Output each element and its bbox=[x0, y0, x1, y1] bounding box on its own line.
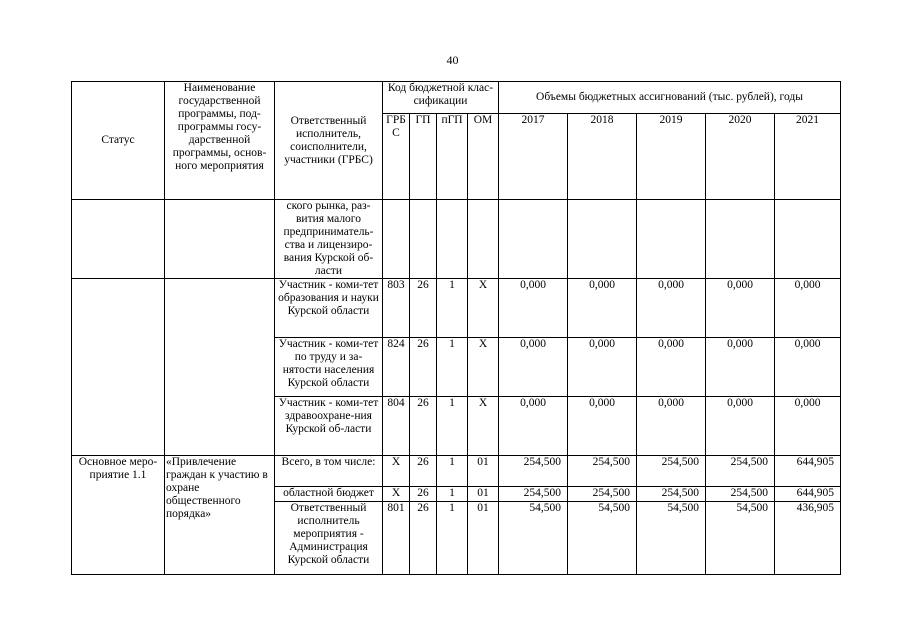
header-responsible: Ответственный исполнитель, соисполнители, участники (ГРБС) bbox=[275, 82, 383, 200]
value-2019: 0,000 bbox=[637, 397, 706, 456]
om-cell: 01 bbox=[468, 487, 499, 502]
header-volumes: Объемы бюджетных ассигнований (тыс. рублей), годы bbox=[499, 82, 841, 114]
responsible-cell: областной бюджет bbox=[275, 487, 383, 502]
header-year-2020: 2020 bbox=[706, 114, 775, 200]
pgp-cell: 1 bbox=[437, 502, 468, 575]
responsible-cell: Ответственный исполнитель мероприятия - Администрация Курской области bbox=[275, 502, 383, 575]
responsible-cell: Участник - коми-тет здравоохране-ния Курской об-ласти bbox=[275, 397, 383, 456]
responsible-cell: Участник - коми-тет образования и науки Курской области bbox=[275, 279, 383, 338]
value-2018: 0,000 bbox=[568, 338, 637, 397]
value-2021: 436,905 bbox=[775, 502, 841, 575]
gp-cell bbox=[410, 200, 437, 279]
value-2020: 0,000 bbox=[706, 397, 775, 456]
value-2020: 0,000 bbox=[706, 338, 775, 397]
header-name: Наименование государственной программы, под-программы госу-дарственной программы, основ-ного мероприятия bbox=[165, 82, 275, 200]
gp-cell: 26 bbox=[410, 397, 437, 456]
value-2017: 254,500 bbox=[499, 487, 568, 502]
value-2017: 54,500 bbox=[499, 502, 568, 575]
om-cell: 01 bbox=[468, 502, 499, 575]
om-cell: Х bbox=[468, 279, 499, 338]
value-2019: 54,500 bbox=[637, 502, 706, 575]
value-2020 bbox=[706, 200, 775, 279]
table-row bbox=[72, 456, 841, 487]
value-2020: 0,000 bbox=[706, 279, 775, 338]
value-2018: 54,500 bbox=[568, 502, 637, 575]
value-2019: 254,500 bbox=[637, 487, 706, 502]
header-pgp: пГП bbox=[437, 114, 468, 200]
gp-cell: 26 bbox=[410, 502, 437, 575]
value-2017: 0,000 bbox=[499, 397, 568, 456]
value-2021: 644,905 bbox=[775, 456, 841, 487]
measure-name: «Привлечение граждан к участию в охране общественного порядка» bbox=[165, 456, 275, 575]
value-2019: 0,000 bbox=[637, 338, 706, 397]
value-2017 bbox=[499, 200, 568, 279]
value-2017: 0,000 bbox=[499, 338, 568, 397]
value-2017: 0,000 bbox=[499, 279, 568, 338]
grbs-cell: Х bbox=[383, 456, 410, 487]
value-2021: 0,000 bbox=[775, 338, 841, 397]
grbs-cell: 803 bbox=[383, 279, 410, 338]
om-cell: Х bbox=[468, 397, 499, 456]
gp-cell: 26 bbox=[410, 456, 437, 487]
name-cell bbox=[165, 279, 275, 456]
responsible-cell: ского рынка, раз-вития малого предприниматель-ства и лицензиро-вания Курской об-ласти bbox=[275, 200, 383, 279]
value-2017: 254,500 bbox=[499, 456, 568, 487]
grbs-cell bbox=[383, 200, 410, 279]
gp-cell: 26 bbox=[410, 279, 437, 338]
om-cell: Х bbox=[468, 338, 499, 397]
om-cell: 01 bbox=[468, 456, 499, 487]
pgp-cell: 1 bbox=[437, 279, 468, 338]
value-2021 bbox=[775, 200, 841, 279]
budget-table bbox=[71, 81, 841, 575]
name-cell bbox=[165, 200, 275, 279]
value-2021: 0,000 bbox=[775, 397, 841, 456]
page-number: 40 bbox=[446, 53, 459, 67]
pgp-cell: 1 bbox=[437, 338, 468, 397]
value-2018: 254,500 bbox=[568, 456, 637, 487]
value-2018 bbox=[568, 200, 637, 279]
pgp-cell bbox=[437, 200, 468, 279]
value-2020: 254,500 bbox=[706, 487, 775, 502]
status-cell bbox=[72, 200, 165, 279]
grbs-cell: 801 bbox=[383, 502, 410, 575]
grbs-cell: 804 bbox=[383, 397, 410, 456]
value-2021: 0,000 bbox=[775, 279, 841, 338]
header-year-2018: 2018 bbox=[568, 114, 637, 200]
grbs-cell: Х bbox=[383, 487, 410, 502]
value-2021: 644,905 bbox=[775, 487, 841, 502]
value-2018: 254,500 bbox=[568, 487, 637, 502]
responsible-cell: Всего, в том числе: bbox=[275, 456, 383, 487]
table-row bbox=[72, 200, 841, 279]
header-year-2021: 2021 bbox=[775, 114, 841, 200]
value-2019: 0,000 bbox=[637, 279, 706, 338]
value-2019: 254,500 bbox=[637, 456, 706, 487]
header-gp: ГП bbox=[410, 114, 437, 200]
header-om: ОМ bbox=[468, 114, 499, 200]
om-cell bbox=[468, 200, 499, 279]
value-2020: 54,500 bbox=[706, 502, 775, 575]
pgp-cell: 1 bbox=[437, 397, 468, 456]
grbs-cell: 824 bbox=[383, 338, 410, 397]
gp-cell: 26 bbox=[410, 338, 437, 397]
header-status: Статус bbox=[72, 82, 165, 200]
header-year-2017: 2017 bbox=[499, 114, 568, 200]
pgp-cell: 1 bbox=[437, 487, 468, 502]
gp-cell: 26 bbox=[410, 487, 437, 502]
value-2018: 0,000 bbox=[568, 397, 637, 456]
pgp-cell: 1 bbox=[437, 456, 468, 487]
header-year-2019: 2019 bbox=[637, 114, 706, 200]
table-row bbox=[72, 279, 841, 338]
value-2018: 0,000 bbox=[568, 279, 637, 338]
value-2019 bbox=[637, 200, 706, 279]
responsible-cell: Участник - коми-тет по труду и за-нятости населения Курской области bbox=[275, 338, 383, 397]
header-budget-code: Код бюджетной клас-сификации bbox=[383, 82, 499, 114]
status-cell bbox=[72, 279, 165, 456]
header-grbs: ГРБ С bbox=[383, 114, 410, 200]
value-2020: 254,500 bbox=[706, 456, 775, 487]
measure-status: Основное меро-приятие 1.1 bbox=[72, 456, 165, 575]
